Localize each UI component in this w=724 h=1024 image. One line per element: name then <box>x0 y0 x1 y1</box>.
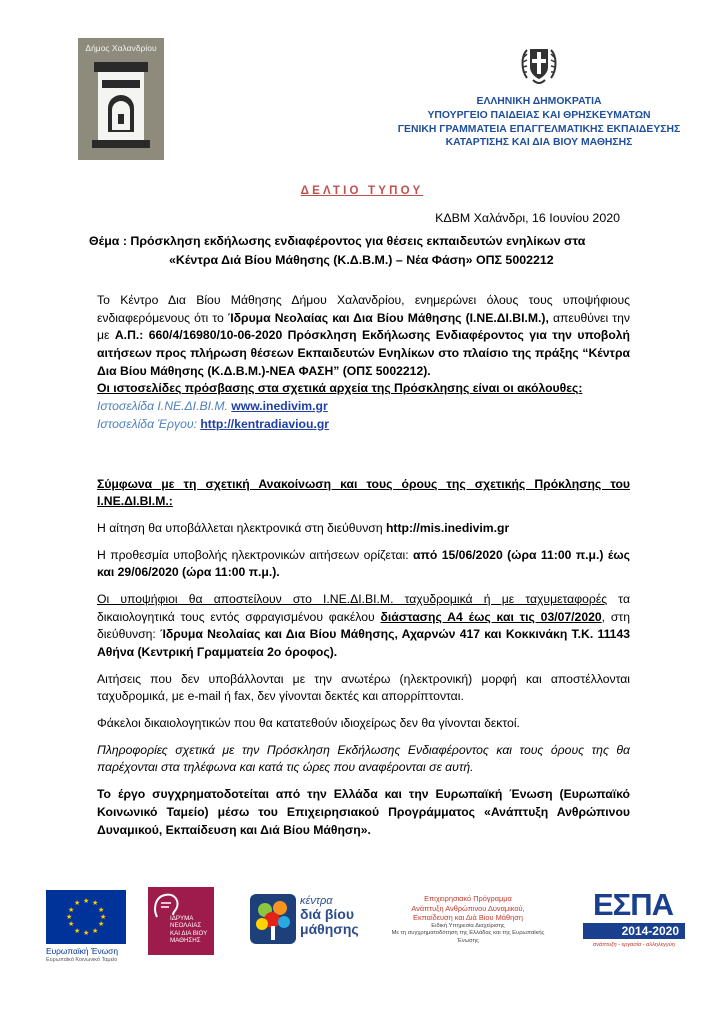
inedivim-logo <box>148 887 214 955</box>
town-hall-icon <box>78 54 164 160</box>
link-row <box>97 416 630 434</box>
links-heading: Οι ιστοσελίδες πρόσβασης στα σχετικά αρχεία της Πρόσκλησης είναι οι ακόλουθες: <box>97 381 583 396</box>
kentra-line: μάθησης <box>300 921 359 938</box>
mail-address: Ίδρυμα Νεολαίας και Δια Βίου Μάθησης, Αχαρνών 417 και Κοκκινάκη Τ.Κ. 11143 Αθήνα (Κεντρική Γραμματεία 2ο όροφος). <box>97 627 631 659</box>
ministry-header <box>392 95 686 150</box>
eu-logo <box>46 890 134 965</box>
document-title: ΔΕΛΤΙΟ ΤΥΠΟΥ <box>300 185 424 197</box>
document-date: ΚΔΒΜ Χαλάνδρι, 16 Ιουνίου 2020 <box>435 211 620 225</box>
kentra-line: διά βίου <box>300 906 355 923</box>
epanek-line: Με τη συγχρηματοδότηση της Ελλάδας και της Ευρωπαϊκής Ένωσης <box>391 930 545 944</box>
link-row <box>97 398 630 416</box>
espa-name: ΕΣΠΑ <box>593 887 674 922</box>
ministry-line: ΥΠΟΥΡΓΕΙΟ ΠΑΙΔΕΙΑΣ ΚΑΙ ΘΡΗΣΚΕΥΜΑΤΩΝ <box>427 109 651 121</box>
intro-organization: Ίδρυμα Νεολαίας και Δια Βίου Μάθησης (Ι.ΝΕ.ΔΙ.ΒΙ.Μ.), <box>227 310 549 325</box>
inedivim-line: ΙΔΡΥΜΑ <box>170 915 194 922</box>
application-url: http://mis.inedivim.gr <box>385 520 510 535</box>
announcement-heading: Σύμφωνα με τη σχετική Ανακοίνωση και τους όρους της σχετικής Πρόκλησης του Ι.ΝΕ.ΔΙ.ΒΙ.Μ.: <box>97 476 630 509</box>
mail-text: , στη διεύθυνση: <box>97 609 631 642</box>
deadline-paragraph <box>97 547 630 582</box>
subject-line-2: «Κέντρα Διά Βίου Μάθησης (Κ.Δ.Β.Μ.) – Νέα Φάση» ΟΠΣ 5002212 <box>169 252 554 267</box>
ministry-line: ΚΑΤΑΡΤΙΣΗΣ ΚΑΙ ΔΙΑ ΒΙΟΥ ΜΑΘΗΣΗΣ <box>445 137 633 149</box>
rejected-hand-paragraph: Φάκελοι δικαιολογητικών που θα κατατεθούν ιδιοχείρως δεν θα γίνονται δεκτοί. <box>97 716 520 731</box>
epanek-logo <box>388 894 548 945</box>
epanek-line: Ανάπτυξη Ανθρώπινου Δυναμικού, <box>411 903 525 913</box>
epanek-line: Επιχειρησιακό Πρόγραμμα <box>424 894 512 903</box>
espa-motto: ανάπτυξη - εργασία - αλληλεγγύη <box>593 942 675 948</box>
mail-paragraph <box>97 591 630 662</box>
espa-logo <box>583 887 685 952</box>
funding-paragraph: Το έργο συγχρηματοδοτείται από την Ελλάδα και την Ευρωπαϊκή Ένωση (Ευρωπαϊκό Κοινωνικό Ταμείο) μέσω του Επιχειρησιακού Προγράμματος «Ανάπτυξη Ανθρώπινου Δυναμικού, Εκπαίδευση και Διά Βίου Μάθηση». <box>97 787 630 837</box>
eu-subtitle: Ευρωπαϊκό Κοινωνικό Ταμείο <box>46 957 118 964</box>
document-subject <box>89 232 649 270</box>
intro-text: Το Κέντρο Δια Βίου Μάθησης Δήμου Χαλανδρίου, ενημερώνει όλους τους υποψήφιους ενδιαφερόμενους ότι το <box>97 293 630 325</box>
ministry-line: ΓΕΝΙΚΗ ΓΡΑΜΜΑΤΕΙΑ ΕΠΑΓΓΕΛΜΑΤΙΚΗΣ ΕΚΠΑΙΔΕΥΣΗΣ <box>397 123 681 135</box>
eu-flag-icon: ★ ★ ★ ★ ★ ★ ★ ★ ★ ★ ★ ★ <box>46 890 126 944</box>
inedivim-line: ΚΑΙ ΔΙΑ ΒΙΟΥ <box>170 929 208 937</box>
espa-years: 2014-2020 <box>583 923 685 939</box>
intro-text: απευθύνει την με <box>97 310 630 343</box>
epanek-line: Εκπαίδευση και Διά Βίου Μάθηση <box>413 913 523 923</box>
rejected-forms-paragraph: Αιτήσεις που δεν υποβάλλονται με την ανωτέρω (ηλεκτρονική) μορφή και αποστέλλονται ταχυδρομικά, με e-mail ή fax, δεν γίνονται δεκτές και απορρίπτονται. <box>97 671 630 704</box>
deadline-dates: από 15/06/2020 (ώρα 11:00 π.μ.) έως και 29/06/2020 (ώρα 11:00 π.μ.). <box>97 547 630 580</box>
intro-paragraph <box>97 292 630 380</box>
hellenic-emblem-icon <box>519 40 559 88</box>
ministry-line: ΕΛΛΗΝΙΚΗ ΔΗΜΟΚΡΑΤΙΑ <box>476 96 602 107</box>
eu-name: Ευρωπαϊκή Ένωση <box>46 946 119 956</box>
inedivim-line: ΜΑΘΗΣΗΣ <box>170 937 201 945</box>
application-text: Η αίτηση θα υποβάλλεται ηλεκτρονικά στη διεύθυνση <box>97 520 386 535</box>
intro-reference: Α.Π.: 660/4/16980/10-06-2020 Πρόσκληση Εκδήλωσης Ενδιαφέροντος για την υποβολή αιτήσεων προς πλήρωση θέσεων Εκπαιδευτών Ενηλίκων στο πλαίσιο της πράξης “Κέντρα Δια Βίου Μάθησης (Κ.Δ.Β.Μ.)-ΝΕΑ ΦΑΣΗ” (ΟΠΣ 5002212). <box>97 328 630 378</box>
project-link[interactable]: http://kentradiaviou.gr <box>200 416 330 431</box>
mail-deadline: διάστασης Α4 έως και τις 03/07/2020 <box>380 609 602 624</box>
municipality-logo-text: Δήμος Χαλανδρίου <box>85 43 157 53</box>
application-paragraph <box>97 520 630 538</box>
kentra-logo <box>250 894 360 946</box>
link-label: Ιστοσελίδα Ι.ΝΕ.ΔΙ.ΒΙ.Μ. <box>97 399 232 414</box>
mail-text: τα δικαιολογητικά τους εντός σφραγισμένου φακέλου <box>97 591 630 624</box>
info-paragraph: Πληροφορίες σχετικά με την Πρόσκληση Εκδήλωσης Ενδιαφέροντος και τους όρους της θα παρέχονται στα τηλέφωνα και κατά τις ώρες που αναφέρονται σε αυτή. <box>97 742 630 775</box>
document-body <box>97 292 630 848</box>
municipality-logo <box>78 38 164 160</box>
tree-icon <box>250 894 296 944</box>
link-label: Ιστοσελίδα Έργου: <box>97 416 201 431</box>
kentra-line: κέντρα <box>300 895 333 907</box>
epanek-line: Ειδική Υπηρεσία Διαχείρισης <box>431 922 505 929</box>
subject-line-1: Θέμα : Πρόσκληση εκδήλωσης ενδιαφέροντος για θέσεις εκπαιδευτών ενηλίκων στα <box>89 234 586 248</box>
inedivim-line: ΝΕΟΛΑΙΑΣ <box>170 922 202 930</box>
inedivim-link[interactable]: www.inedivim.gr <box>231 399 328 414</box>
mail-text: Οι υποψήφιοι θα αποστείλουν στο Ι.ΝΕ.ΔΙ.ΒΙ.Μ. ταχυδρομικά ή με ταχυμεταφορές <box>97 591 608 606</box>
deadline-text: Η προθεσμία υποβολής ηλεκτρονικών αιτήσεων ορίζεται: <box>97 547 414 562</box>
